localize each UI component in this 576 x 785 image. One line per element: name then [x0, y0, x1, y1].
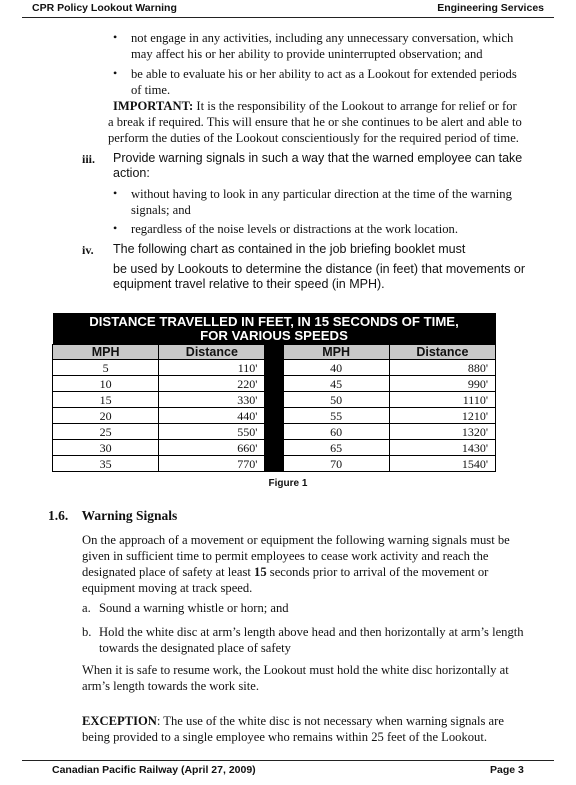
item-line: equipment travel relative to their speed (in MPH). [113, 277, 385, 291]
bullet-icon: • [113, 30, 118, 44]
table-divider [265, 456, 283, 472]
cell-mph: 10 [53, 376, 159, 392]
cell-distance: 330' [159, 392, 265, 408]
list-label-b: b. [82, 625, 92, 639]
section-number: 1.6. [48, 508, 69, 523]
bullet-text-3 [131, 186, 512, 218]
exception-line: being provided to a single employee who remains within 25 feet of the Lookout. [82, 730, 488, 744]
table-row [53, 456, 496, 472]
cell-distance: 1320' [389, 424, 495, 440]
bullet-line: not engage in any activities, including any unnecessary conversation, which [131, 31, 514, 45]
exception-line: : The use of the white disc is not necessary when warning signals are [156, 714, 504, 728]
table-title-line: FOR VARIOUS SPEEDS [200, 328, 348, 343]
table-row [53, 408, 496, 424]
section-title: Warning Signals [81, 508, 178, 523]
exception-label: EXCEPTION [82, 714, 157, 728]
item-iv-text [113, 242, 525, 292]
table-row [53, 392, 496, 408]
column-header-mph: MPH [283, 345, 389, 360]
cell-distance: 550' [159, 424, 265, 440]
table-divider [265, 376, 283, 392]
cell-mph: 40 [283, 360, 389, 376]
table-divider [265, 408, 283, 424]
cell-mph: 65 [283, 440, 389, 456]
cell-mph: 15 [53, 392, 159, 408]
item-number: iii. [82, 152, 96, 166]
bullet-line: may affect his or her ability to provide uninterrupted observation; and [131, 47, 483, 61]
footer-company: Canadian Pacific Railway (April 27, 2009) [52, 764, 256, 776]
bullet-line: be able to evaluate his or her ability to act as a Lookout for extended periods [131, 67, 517, 81]
paragraph-line: arm’s length towards the work site. [82, 679, 259, 693]
bullet-icon: • [113, 66, 118, 80]
paragraph-line: designated place of safety at least [82, 565, 255, 579]
cell-mph: 50 [283, 392, 389, 408]
list-line: towards the designated place of safety [99, 641, 291, 655]
table-row [53, 376, 496, 392]
header-department: Engineering Services [437, 2, 544, 14]
item-number: iv. [82, 243, 94, 257]
figure-caption: Figure 1 [268, 478, 308, 489]
cell-distance: 880' [389, 360, 495, 376]
table-divider [265, 345, 283, 360]
table-divider [265, 424, 283, 440]
table-row [53, 440, 496, 456]
bullet-line: of time. [131, 83, 171, 97]
item-iii-text [113, 151, 522, 181]
list-item-a: Sound a warning whistle or horn; and [99, 601, 289, 615]
item-line: The following chart as contained in the job briefing booklet must [113, 242, 466, 256]
column-header-distance: Distance [389, 345, 495, 360]
table-title-line: DISTANCE TRAVELLED IN FEET, IN 15 SECONDS OF TIME, [89, 314, 459, 329]
table-divider [265, 440, 283, 456]
header-title: CPR Policy Lookout Warning [32, 2, 177, 14]
cell-mph: 70 [283, 456, 389, 472]
cell-distance: 1540' [389, 456, 495, 472]
bullet-line: without having to look in any particular direction at the time of the warning [131, 187, 512, 201]
paragraph-line: seconds prior to arrival of the movement or [266, 565, 489, 579]
important-line: a break if required. This will ensure that he or she continues to be alert and able to [108, 115, 522, 129]
cell-mph: 35 [53, 456, 159, 472]
bullet-text-1 [131, 30, 513, 62]
cell-distance: 220' [159, 376, 265, 392]
cell-distance: 110' [159, 360, 265, 376]
bullet-icon: • [113, 186, 118, 200]
section-heading [48, 508, 177, 524]
paragraph-line: equipment moving at track speed. [82, 581, 253, 595]
paragraph-resume [82, 662, 509, 694]
list-line: Hold the white disc at arm’s length above head and then horizontally at arm’s length [99, 625, 524, 639]
important-line: It is the responsibility of the Lookout to arrange for relief or for [193, 99, 517, 113]
distance-table [52, 313, 496, 472]
cell-mph: 60 [283, 424, 389, 440]
column-header-mph: MPH [53, 345, 159, 360]
cell-distance: 1210' [389, 408, 495, 424]
list-item-b [99, 624, 524, 656]
paragraph-approach [82, 532, 510, 596]
cell-distance: 990' [389, 376, 495, 392]
cell-distance: 660' [159, 440, 265, 456]
item-line: Provide warning signals in such a way that the warned employee can take [113, 151, 523, 165]
table-row [53, 424, 496, 440]
important-line: perform the duties of the Lookout conscientiously for the required period of time. [108, 131, 519, 145]
bullet-text-2 [131, 66, 517, 98]
bullet-icon: • [113, 221, 118, 235]
paragraph-line: given in sufficient time to permit employees to cease work activity and reach the [82, 549, 489, 563]
table-row [53, 360, 496, 376]
paragraph-line: On the approach of a movement or equipment the following warning signals must be [82, 533, 510, 547]
list-label-a: a. [82, 601, 91, 615]
footer-rule [22, 760, 554, 761]
item-line: action: [113, 166, 150, 180]
cell-distance: 1430' [389, 440, 495, 456]
emphasis-seconds: 15 [254, 565, 267, 579]
cell-mph: 20 [53, 408, 159, 424]
cell-mph: 25 [53, 424, 159, 440]
cell-mph: 30 [53, 440, 159, 456]
item-line: be used by Lookouts to determine the distance (in feet) that movements or [113, 262, 526, 276]
bullet-text-4: regardless of the noise levels or distractions at the work location. [131, 222, 458, 236]
page-header [22, 2, 554, 17]
cell-distance: 770' [159, 456, 265, 472]
cell-distance: 440' [159, 408, 265, 424]
cell-mph: 5 [53, 360, 159, 376]
important-label: IMPORTANT: [113, 99, 194, 113]
page-number: Page 3 [490, 764, 524, 776]
cell-mph: 55 [283, 408, 389, 424]
header-rule [22, 17, 554, 18]
table-title [53, 313, 496, 345]
cell-distance: 1110' [389, 392, 495, 408]
important-note [108, 98, 553, 146]
table-divider [265, 360, 283, 376]
exception-note [82, 713, 504, 745]
column-header-distance: Distance [159, 345, 265, 360]
table-divider [265, 392, 283, 408]
bullet-line: signals; and [131, 203, 191, 217]
cell-mph: 45 [283, 376, 389, 392]
paragraph-line: When it is safe to resume work, the Lookout must hold the white disc horizontally at [82, 663, 509, 677]
